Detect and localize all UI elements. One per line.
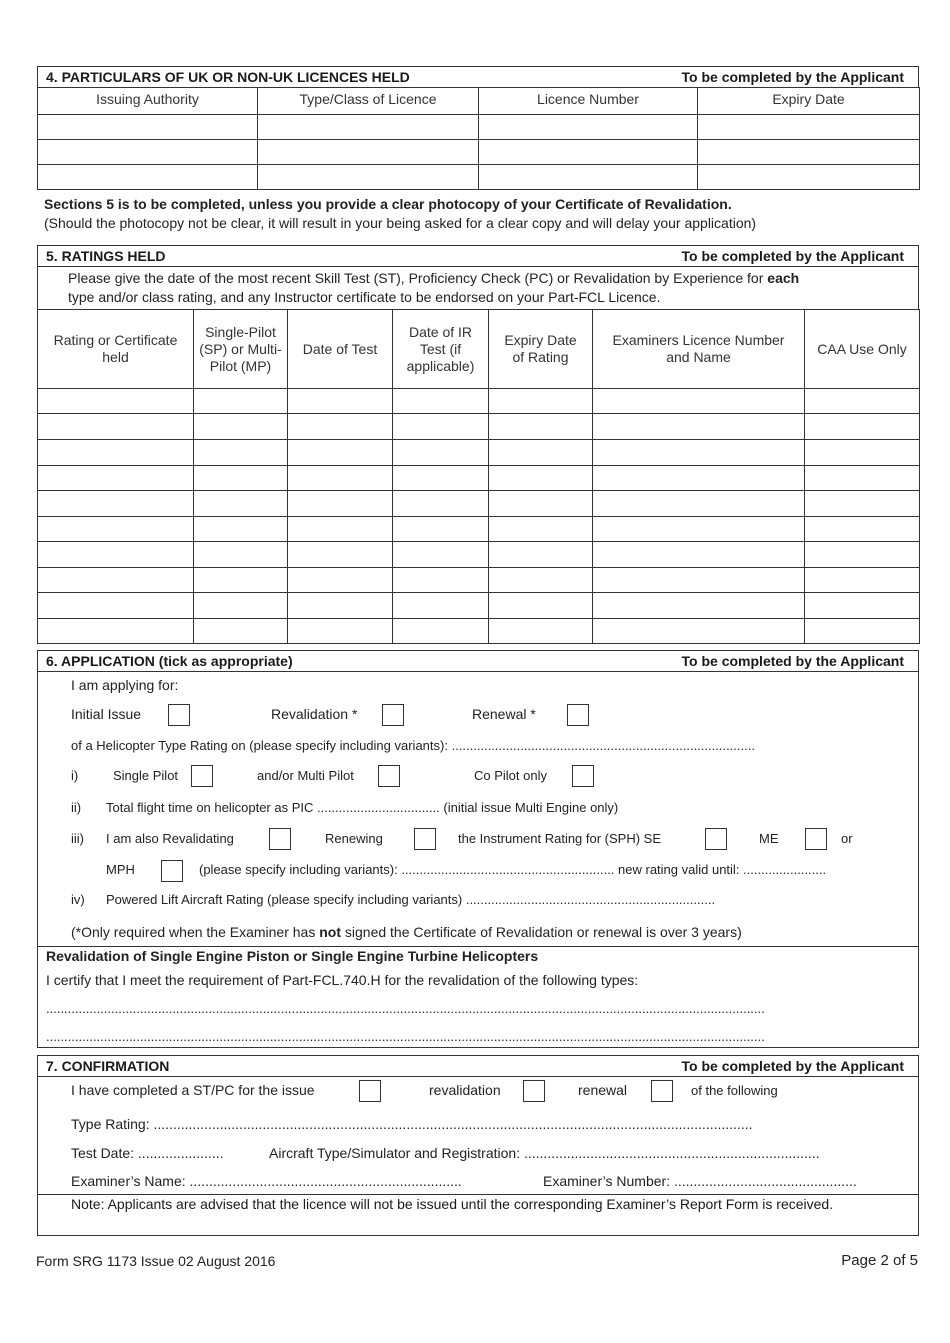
table-cell[interactable]: [489, 414, 593, 440]
table-row: [38, 140, 920, 165]
item-ii-number: ii): [71, 800, 82, 815]
table-cell[interactable]: [593, 593, 805, 619]
initial-issue-checkbox[interactable]: [168, 704, 190, 726]
table-cell[interactable]: [38, 140, 258, 165]
types-dotline-2[interactable]: .......................................................................................................................................................................................................: [46, 1029, 765, 1044]
footnote-text: (*Only required when the Examiner has: [71, 924, 320, 940]
licence-note: Note: Applicants are advised that the licence will not be issued until the corresponding Examiner’s Report Form is received.: [71, 1196, 834, 1212]
single-pilot-checkbox[interactable]: [191, 765, 213, 787]
intro-text: Please give the date of the most recent Skill Test (ST), Proficiency Check (PC) or Revalidation by Experience for: [68, 270, 768, 286]
ratings-header-row: [38, 310, 920, 389]
photocopy-note-bold: Sections 5 is to be completed, unless you provide a clear photocopy of your Certificate of Revalidation.: [44, 196, 732, 212]
confirm-renewal-label: renewal: [578, 1082, 628, 1098]
col-licence-type: Type/Class of Licence: [258, 88, 479, 115]
table-cell[interactable]: [38, 517, 194, 542]
powered-lift-line[interactable]: Powered Lift Aircraft Rating (please specify including variants) .....................................................................: [106, 892, 716, 907]
table-cell[interactable]: [393, 466, 489, 491]
confirm-renewal-checkbox[interactable]: [651, 1080, 673, 1102]
photocopy-note: (Should the photocopy not be clear, it will result in your being asked for a clear copy and will delay your application): [44, 215, 757, 231]
section5-header: [37, 245, 919, 267]
table-cell[interactable]: [38, 115, 258, 140]
table-cell[interactable]: [38, 389, 194, 414]
table-cell: [805, 568, 920, 593]
table-cell[interactable]: [38, 466, 194, 491]
confirm-revalidation-label: revalidation: [429, 1082, 501, 1098]
form-reference: Form SRG 1173 Issue 02 August 2016: [36, 1253, 276, 1269]
table-row: [38, 440, 920, 466]
table-cell[interactable]: [698, 115, 920, 140]
table-cell: [805, 440, 920, 466]
table-cell[interactable]: [194, 568, 288, 593]
intro-bold: each: [767, 270, 800, 286]
table-row: [38, 466, 920, 491]
table-cell: [805, 491, 920, 517]
table-cell[interactable]: [38, 165, 258, 190]
item-iv-number: iv): [71, 892, 85, 907]
col-date-of-test: Date of Test: [288, 310, 393, 389]
table-cell[interactable]: [698, 140, 920, 165]
table-cell[interactable]: [393, 568, 489, 593]
table-cell[interactable]: [593, 517, 805, 542]
table-cell[interactable]: [593, 568, 805, 593]
table-row: [38, 115, 920, 140]
table-cell[interactable]: [489, 440, 593, 466]
instrument-rating-se-label: the Instrument Rating for (SPH) SE: [458, 831, 662, 846]
table-cell[interactable]: [393, 593, 489, 619]
table-cell[interactable]: [38, 491, 194, 517]
table-cell[interactable]: [194, 619, 288, 644]
table-cell: [805, 593, 920, 619]
table-cell: [805, 414, 920, 440]
also-revalidating-label: I am also Revalidating: [106, 831, 234, 846]
of-following-label: of the following: [691, 1083, 778, 1098]
section6-header: [37, 650, 919, 672]
table-cell: [805, 619, 920, 644]
table-cell[interactable]: [489, 466, 593, 491]
renewal-label: Renewal *: [472, 706, 536, 722]
section4-note: To be completed by the Applicant: [681, 69, 904, 85]
table-cell[interactable]: [38, 619, 194, 644]
table-cell[interactable]: [489, 491, 593, 517]
certify-text: I certify that I meet the requirement of Part-FCL.740.H for the revalidation of the following types:: [46, 972, 639, 988]
table-cell[interactable]: [593, 389, 805, 414]
table-cell[interactable]: [288, 389, 393, 414]
col-sp-mp: Single-Pilot (SP) or Multi-Pilot (MP): [194, 310, 288, 389]
table-cell[interactable]: [593, 491, 805, 517]
table-cell[interactable]: [593, 414, 805, 440]
issue-checkbox[interactable]: [359, 1080, 381, 1102]
applying-for-label: I am applying for:: [71, 677, 179, 693]
section4-title: 4. PARTICULARS OF UK OR NON-UK LICENCES HELD: [46, 69, 410, 85]
col-ir-test-date: Date of IR Test (if applicable): [393, 310, 489, 389]
table-cell[interactable]: [38, 440, 194, 466]
table-cell[interactable]: [479, 115, 698, 140]
co-pilot-label: Co Pilot only: [474, 768, 547, 783]
se-checkbox[interactable]: [705, 828, 727, 850]
section5-intro: [37, 266, 919, 310]
col-issuing-authority: Issuing Authority: [38, 88, 258, 115]
me-label: ME: [759, 831, 779, 846]
examiner-name-line[interactable]: Examiner’s Name: ......................................................................: [71, 1173, 462, 1189]
renewing-label: Renewing: [325, 831, 383, 846]
table-cell[interactable]: [288, 568, 393, 593]
renewing-checkbox[interactable]: [414, 828, 436, 850]
section4-header: [37, 66, 919, 88]
multi-pilot-checkbox[interactable]: [378, 765, 400, 787]
section6-note: To be completed by the Applicant: [681, 653, 904, 669]
table-row: [38, 491, 920, 517]
col-licence-number: Licence Number: [479, 88, 698, 115]
table-cell[interactable]: [393, 517, 489, 542]
table-cell[interactable]: [698, 165, 920, 190]
table-row: [38, 593, 920, 619]
table-cell[interactable]: [393, 491, 489, 517]
table-row: [38, 517, 920, 542]
co-pilot-checkbox[interactable]: [572, 765, 594, 787]
table-cell[interactable]: [288, 491, 393, 517]
item-i-number: i): [71, 768, 79, 783]
table-cell[interactable]: [288, 593, 393, 619]
table-cell[interactable]: [479, 140, 698, 165]
table-cell[interactable]: [194, 414, 288, 440]
table-cell[interactable]: [288, 414, 393, 440]
table-cell[interactable]: [194, 542, 288, 568]
table-row: [38, 619, 920, 644]
section6-title: 6. APPLICATION (tick as appropriate): [46, 653, 293, 669]
section5-note: To be completed by the Applicant: [681, 248, 904, 264]
type-rating-line[interactable]: Type Rating: ..........................................................................................................................................................: [71, 1116, 753, 1132]
table-cell[interactable]: [38, 593, 194, 619]
intro-line-2: type and/or class rating, and any Instructor certificate to be endorsed on your Part-FCL Licence.: [68, 289, 661, 305]
col-caa-use: CAA Use Only: [805, 310, 920, 389]
table-cell[interactable]: [38, 568, 194, 593]
table-cell[interactable]: [258, 140, 479, 165]
aircraft-type-line[interactable]: Aircraft Type/Simulator and Registration: ............................................................................: [269, 1145, 820, 1161]
table-cell[interactable]: [288, 619, 393, 644]
table-cell[interactable]: [393, 440, 489, 466]
footnote-text: signed the Certificate of Revalidation or renewal is over 3 years): [341, 924, 742, 940]
intro-line-1: [68, 270, 799, 286]
licences-table: [37, 87, 920, 190]
table-row: [38, 389, 920, 414]
revalidation-label: Revalidation *: [271, 706, 358, 722]
table-cell: [805, 517, 920, 542]
table-row: [38, 542, 920, 568]
table-cell[interactable]: [593, 466, 805, 491]
table-row: [38, 568, 920, 593]
or-label: or: [841, 831, 853, 846]
table-cell: [805, 466, 920, 491]
table-cell[interactable]: [194, 593, 288, 619]
table-cell[interactable]: [258, 165, 479, 190]
ratings-table: [37, 309, 920, 644]
table-cell[interactable]: [489, 389, 593, 414]
mph-variants-line[interactable]: (please specify including variants): ........................................................... new rating valid until: .......................: [199, 862, 827, 877]
table-cell[interactable]: [38, 542, 194, 568]
total-flight-time-line[interactable]: Total flight time on helicopter as PIC .................................. (initial issue Multi Engine only): [106, 800, 619, 815]
page-number: Page 2 of 5: [841, 1252, 918, 1269]
table-cell[interactable]: [288, 466, 393, 491]
table-cell[interactable]: [489, 619, 593, 644]
table-cell[interactable]: [489, 517, 593, 542]
table-cell[interactable]: [593, 619, 805, 644]
helicopter-type-line[interactable]: of a Helicopter Type Rating on (please specify including variants): ....................................................................................: [71, 738, 755, 753]
section7-title: 7. CONFIRMATION: [46, 1058, 170, 1074]
table-cell[interactable]: [393, 414, 489, 440]
table-cell[interactable]: [258, 115, 479, 140]
col-expiry-date-rating: Expiry Date of Rating: [489, 310, 593, 389]
types-dotline-1[interactable]: .......................................................................................................................................................................................................: [46, 1001, 765, 1016]
table-cell[interactable]: [194, 517, 288, 542]
licences-header-row: [38, 88, 920, 115]
section5-title: 5. RATINGS HELD: [46, 248, 166, 264]
footnote-bold: not: [319, 924, 341, 940]
test-date-line[interactable]: Test Date: ......................: [71, 1145, 224, 1161]
col-rating-held: Rating or Certificate held: [38, 310, 194, 389]
table-cell[interactable]: [38, 414, 194, 440]
multi-pilot-label: and/or Multi Pilot: [257, 768, 354, 783]
completed-stpc-label: I have completed a ST/PC for the issue: [71, 1082, 315, 1098]
table-cell: [805, 542, 920, 568]
table-cell[interactable]: [393, 619, 489, 644]
table-cell[interactable]: [489, 568, 593, 593]
table-cell[interactable]: [194, 389, 288, 414]
table-cell[interactable]: [194, 466, 288, 491]
table-cell[interactable]: [479, 165, 698, 190]
table-row: [38, 165, 920, 190]
table-cell[interactable]: [393, 542, 489, 568]
table-cell[interactable]: [288, 542, 393, 568]
section7-header: [37, 1055, 919, 1077]
table-cell[interactable]: [393, 389, 489, 414]
mph-label: MPH: [106, 862, 135, 877]
table-cell: [805, 389, 920, 414]
table-cell[interactable]: [288, 517, 393, 542]
table-cell[interactable]: [593, 542, 805, 568]
col-examiner: Examiners Licence Number and Name: [593, 310, 805, 389]
section7-note: To be completed by the Applicant: [681, 1058, 904, 1074]
renewal-checkbox[interactable]: [567, 704, 589, 726]
me-checkbox[interactable]: [805, 828, 827, 850]
mph-checkbox[interactable]: [161, 860, 183, 882]
item-iii-number: iii): [71, 831, 84, 846]
single-pilot-label: Single Pilot: [113, 768, 179, 783]
table-cell[interactable]: [288, 440, 393, 466]
single-engine-heading: Revalidation of Single Engine Piston or Single Engine Turbine Helicopters: [46, 948, 539, 964]
confirm-revalidation-checkbox[interactable]: [523, 1080, 545, 1102]
table-cell[interactable]: [593, 440, 805, 466]
table-row: [38, 414, 920, 440]
section6-footnote: [71, 924, 742, 940]
examiner-number-line[interactable]: Examiner’s Number: ...............................................: [543, 1173, 857, 1189]
initial-issue-label: Initial Issue: [71, 706, 142, 722]
table-cell[interactable]: [194, 491, 288, 517]
table-cell[interactable]: [489, 593, 593, 619]
revalidation-checkbox[interactable]: [382, 704, 404, 726]
also-revalidating-checkbox[interactable]: [269, 828, 291, 850]
col-expiry-date: Expiry Date: [698, 88, 920, 115]
table-cell[interactable]: [489, 542, 593, 568]
table-cell[interactable]: [194, 440, 288, 466]
